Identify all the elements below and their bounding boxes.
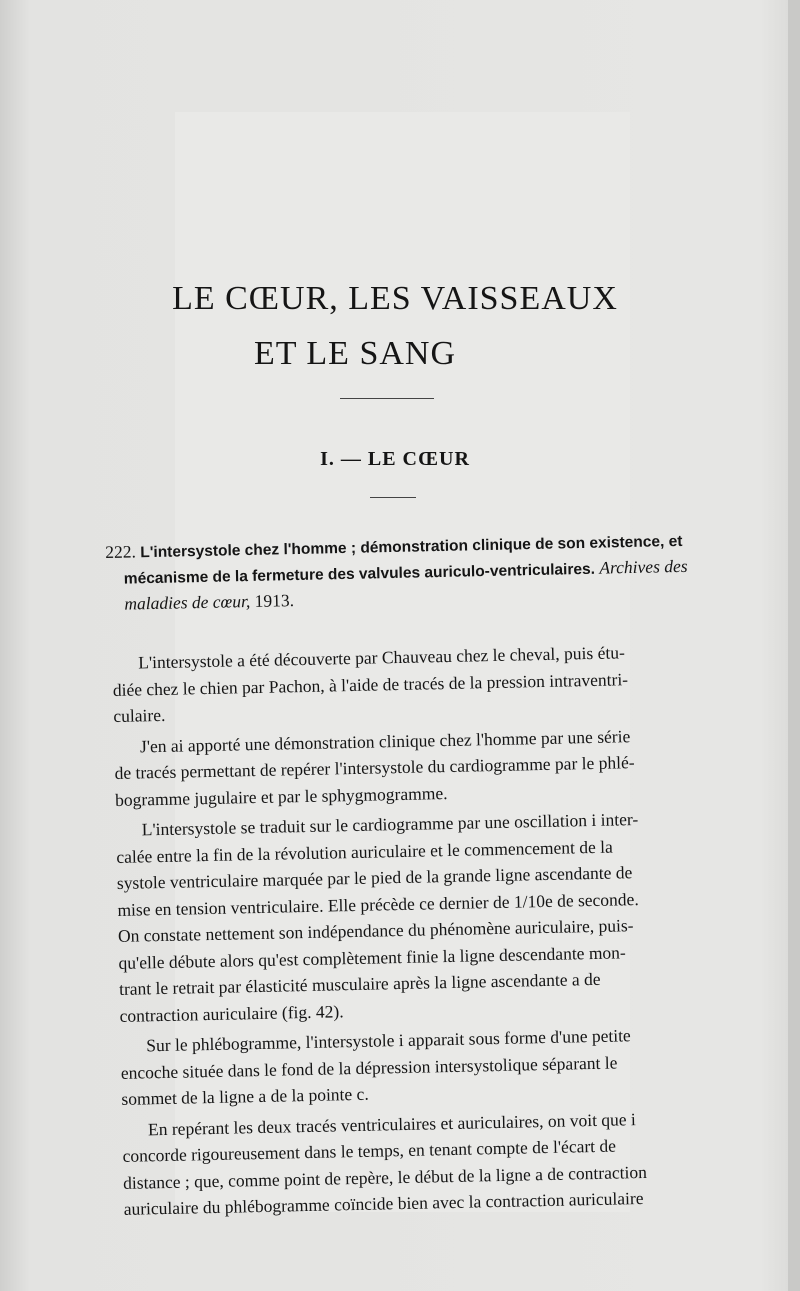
body-line: encoche située dans le fond de la dépression intersystolique séparant le (120, 1052, 618, 1083)
body-line: calée entre la fin de la révolution auriculaire et le commencement de la (116, 836, 613, 867)
section-divider (370, 497, 416, 498)
entry-number: 222. (105, 541, 137, 562)
body-line: diée chez le chien par Pachon, à l'aide de tracés de la pression intraventri- (112, 668, 629, 700)
body-line: L'intersystole a été découverte par Chauveau chez le cheval, puis étu- (138, 642, 625, 673)
body-line: On constate nettement son indépendance du phénomène auriculaire, puis- (117, 915, 634, 946)
page-edge-shadow (788, 0, 800, 1291)
bibliography-entry (105, 528, 688, 617)
body-line: Sur le phlébogramme, l'intersystole i apparait sous forme d'une petite (146, 1025, 631, 1056)
body-line: distance ; que, comme point de repère, le début de la ligne a de contraction (122, 1161, 648, 1193)
body-line: L'intersystole se traduit sur le cardiogramme par une oscillation i inter- (141, 809, 639, 840)
body-text (112, 638, 719, 1223)
section-heading: I. — LE CŒUR (320, 448, 470, 470)
entry-title-line-2: mécanisme de la fermeture des valvules auriculo-ventriculaires. (123, 560, 596, 588)
chapter-title-line-2: ET LE SANG (253, 335, 457, 372)
body-line: systole ventriculaire marquée par le pied de la grande ligne ascendante de (116, 862, 633, 893)
body-line: sommet de la ligne a de la pointe c. (121, 1083, 369, 1109)
entry-journal-part-1: Archives des (599, 555, 688, 578)
body-line: contraction auriculaire (fig. 42). (119, 1000, 344, 1026)
body-line: auriculaire du phlébogramme coïncide bien avec la contraction auriculaire (123, 1187, 644, 1219)
body-line: J'en ai apporté une démonstration clinique chez l'homme par une série (139, 725, 631, 756)
body-line: trant le retrait par élasticité musculaire après la ligne ascendante a de (118, 968, 601, 999)
body-line: concorde rigoureusement dans le temps, en tenant compte de l'écart de (122, 1135, 617, 1166)
chapter-title-line-1: LE CŒUR, LES VAISSEAUX (172, 280, 618, 317)
body-line: En repérant les deux tracés ventriculaires et auriculaires, on voit que i (147, 1108, 636, 1139)
body-line: culaire. (113, 704, 166, 726)
body-line: bogramme jugulaire et par le sphygmogramme. (114, 782, 448, 810)
title-divider (340, 398, 434, 399)
body-line: mise en tension ventriculaire. Elle précède ce dernier de 1/10e de seconde. (117, 888, 639, 920)
entry-year: 1913. (254, 590, 295, 611)
body-line: qu'elle débute alors qu'est complètement finie la ligne descendante mon- (118, 941, 626, 973)
body-line: de tracés permettant de repérer l'intersystole du cardiogramme par le phlé- (114, 752, 635, 783)
entry-title-line-1: L'intersystole chez l'homme ; démonstration clinique de son existence, et (140, 532, 683, 562)
entry-journal-part-2: maladies de cœur, (124, 590, 251, 614)
